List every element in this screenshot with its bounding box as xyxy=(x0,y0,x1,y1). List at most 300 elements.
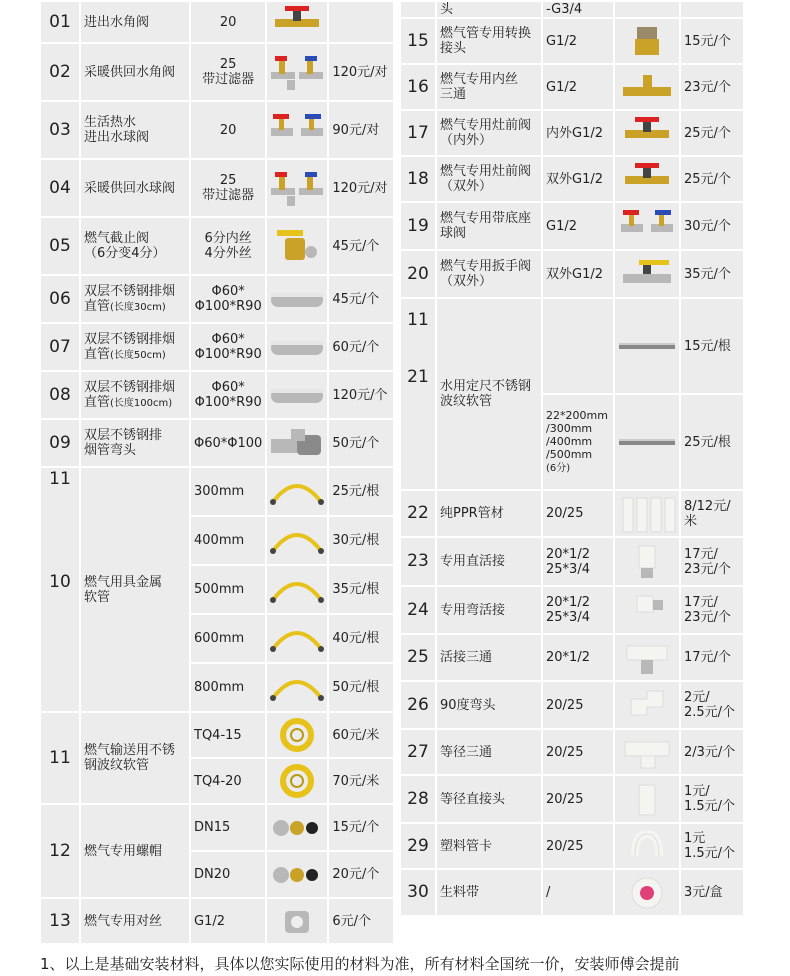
item-price xyxy=(329,852,393,897)
item-spec xyxy=(191,276,265,322)
item-spec xyxy=(191,713,265,757)
item-name-text: 采暖供回水球阀 xyxy=(84,180,176,196)
item-name-text: 燃气专用灶前阀 （内外） xyxy=(440,118,532,148)
item-price xyxy=(681,19,743,63)
item-price xyxy=(329,44,393,100)
item-spec xyxy=(543,587,613,633)
table-row xyxy=(41,805,393,850)
item-name xyxy=(437,682,541,728)
table-row xyxy=(401,491,743,536)
item-number xyxy=(401,65,435,109)
item-spec xyxy=(191,324,265,370)
item-number xyxy=(41,218,79,274)
item-number xyxy=(41,899,79,943)
size-note: (长度30cm) xyxy=(110,301,166,313)
item-image xyxy=(615,157,679,201)
item-spec-text: 25 带过滤器 xyxy=(202,57,255,87)
item-image xyxy=(615,2,679,17)
item-price xyxy=(681,111,743,155)
item-number-top: 11 xyxy=(407,310,429,330)
item-name-text: 水用定尺不锈钢 波纹软管 xyxy=(440,379,532,409)
item-image xyxy=(615,65,679,109)
item-spec-text: 6分内丝 4分外丝 xyxy=(204,231,252,261)
item-spec-text: G1/2 xyxy=(546,33,577,49)
item-name xyxy=(437,299,541,489)
item-price-text: 50元/根 xyxy=(332,680,380,695)
item-spec-text: 500mm xyxy=(194,582,245,597)
item-name-text: 专用直活接 xyxy=(440,554,506,569)
item-number xyxy=(41,324,79,370)
valve-icon xyxy=(615,113,679,153)
table-row xyxy=(401,157,743,201)
item-price-text: 15元/个 xyxy=(332,820,380,835)
item-spec-text: DN20 xyxy=(194,867,231,882)
item-price-text: 70元/米 xyxy=(332,773,380,789)
table-row xyxy=(401,635,743,680)
item-number-text: 25 xyxy=(407,647,429,667)
item-price xyxy=(681,538,743,585)
item-spec xyxy=(191,468,265,515)
item-spec xyxy=(543,2,613,17)
item-number-text: 28 xyxy=(407,788,429,809)
item-price xyxy=(329,420,393,466)
item-spec-text: 22*200mm /300mm /400mm /500mm xyxy=(546,409,608,461)
item-price-text: 20元/个 xyxy=(332,867,380,882)
item-image xyxy=(615,776,679,822)
item-spec xyxy=(543,65,613,109)
item-number-text: 12 xyxy=(49,840,71,861)
item-image xyxy=(615,203,679,249)
item-number xyxy=(401,587,435,633)
item-number-text: 16 xyxy=(407,76,429,97)
item-spec-text: 25 带过滤器 xyxy=(202,173,255,203)
item-image xyxy=(267,324,327,370)
item-spec xyxy=(543,776,613,822)
item-spec-empty xyxy=(543,299,613,393)
elbow-union-icon xyxy=(615,590,679,630)
item-name xyxy=(437,111,541,155)
item-price xyxy=(681,491,743,536)
item-spec-text: TQ4-15 xyxy=(194,727,242,743)
hose-y xyxy=(267,472,327,512)
item-name xyxy=(437,251,541,297)
item-number xyxy=(401,491,435,536)
item-number xyxy=(41,468,79,711)
footer-note: 1、以上是基础安装材料，具体以您实际使用的材料为准，所有材料全国统一价，安装师傅会提前 xyxy=(40,955,680,973)
item-name xyxy=(81,468,189,711)
item-price xyxy=(681,587,743,633)
item-price xyxy=(329,517,393,564)
item-name xyxy=(437,538,541,585)
item-image xyxy=(267,615,327,662)
item-price-text: 15元/个 xyxy=(684,33,731,49)
valve-icon xyxy=(615,159,679,199)
item-spec xyxy=(191,2,265,42)
item-price xyxy=(681,730,743,774)
item-number-text: 11 xyxy=(49,747,71,768)
coil-icon xyxy=(267,715,327,755)
item-spec xyxy=(543,824,613,868)
table-row xyxy=(41,324,393,370)
item-price xyxy=(681,682,743,728)
item-name-text: 塑料管卡 xyxy=(440,838,493,854)
item-name xyxy=(437,824,541,868)
item-image xyxy=(267,566,327,613)
item-name-text: 双层不锈钢排烟 直管 xyxy=(84,379,176,410)
item-number xyxy=(401,682,435,728)
item-price-text: 120元/个 xyxy=(332,387,388,403)
item-price xyxy=(681,776,743,822)
item-spec-text: 600mm xyxy=(194,631,245,646)
item-name-text: 头 xyxy=(440,2,454,17)
item-price xyxy=(681,395,743,489)
item-number xyxy=(41,276,79,322)
item-number-text: 04 xyxy=(49,177,71,198)
item-spec xyxy=(191,805,265,850)
size-note: (长度50cm) xyxy=(110,349,166,361)
item-number-text: 06 xyxy=(49,288,71,309)
item-price-text: 30元/根 xyxy=(332,533,380,548)
item-price xyxy=(681,65,743,109)
item-price-text: 25元/根 xyxy=(684,434,731,450)
item-name xyxy=(81,276,189,322)
item-image xyxy=(267,44,327,100)
item-name-text: 生活热水 进出水球阀 xyxy=(84,115,150,145)
item-spec xyxy=(191,615,265,662)
item-image xyxy=(267,899,327,943)
item-spec-text: / xyxy=(546,885,551,900)
item-number xyxy=(401,824,435,868)
corr-hose-icon xyxy=(615,326,679,366)
item-number-text: 13 xyxy=(49,910,71,931)
table-row xyxy=(401,730,743,774)
item-name xyxy=(81,324,189,370)
item-number-text: 18 xyxy=(407,168,429,189)
item-price-text: 45元/个 xyxy=(332,291,380,307)
item-spec-text: 400mm xyxy=(194,533,245,548)
item-spec-text: Φ60* Φ100*R90 xyxy=(194,284,262,314)
item-price xyxy=(329,664,393,711)
item-spec xyxy=(543,538,613,585)
item-number-main: 10 xyxy=(49,572,71,592)
item-spec-text: Φ60* Φ100*R90 xyxy=(194,380,262,410)
item-name-text: 纯PPR管材 xyxy=(440,506,504,521)
item-number-text: 08 xyxy=(49,384,71,405)
item-image xyxy=(615,682,679,728)
item-spec xyxy=(191,160,265,216)
item-number-top: 11 xyxy=(49,469,71,489)
item-price xyxy=(329,713,393,757)
table-row xyxy=(401,587,743,633)
item-name xyxy=(437,870,541,915)
item-spec xyxy=(191,759,265,803)
item-price xyxy=(329,218,393,274)
item-name-text: 燃气截止阀 （6分变4分） xyxy=(84,231,166,261)
item-image xyxy=(267,160,327,216)
item-number xyxy=(41,160,79,216)
item-name-text: 生料带 xyxy=(440,885,480,900)
item-name-text: 90度弯头 xyxy=(440,697,496,713)
item-spec-text: 20*1/2 25*3/4 xyxy=(546,595,590,625)
item-price-text: 3元/盒 xyxy=(684,885,723,900)
item-number-text: 20 xyxy=(407,263,429,284)
item-price xyxy=(329,2,393,42)
nut-icon xyxy=(267,855,327,895)
item-name-text: 燃气专用内丝 三通 xyxy=(440,72,519,102)
item-spec xyxy=(543,635,613,680)
item-spec-text: 双外G1/2 xyxy=(546,171,603,187)
item-price xyxy=(681,870,743,915)
item-spec xyxy=(191,372,265,418)
item-number xyxy=(401,870,435,915)
item-price xyxy=(681,251,743,297)
item-name-text: 专用弯活接 xyxy=(440,602,506,618)
item-spec xyxy=(191,420,265,466)
item-name xyxy=(81,713,189,803)
item-price-text: 30元/个 xyxy=(684,218,731,234)
hose-y xyxy=(267,521,327,561)
item-price xyxy=(329,566,393,613)
wrench-valve-icon xyxy=(615,254,679,294)
item-price-text: 25元/个 xyxy=(684,171,731,187)
item-price xyxy=(329,468,393,515)
item-name xyxy=(437,2,541,17)
item-name-text: 燃气专用螺帽 xyxy=(84,843,163,859)
item-image xyxy=(267,517,327,564)
table-row xyxy=(41,899,393,943)
item-image xyxy=(267,852,327,897)
item-number-text: 03 xyxy=(49,119,71,140)
item-spec-text: 20/25 xyxy=(546,506,584,521)
item-image xyxy=(267,372,327,418)
item-name-text: 燃气专用灶前阀 （双外） xyxy=(440,164,532,194)
item-image xyxy=(615,824,679,868)
item-name xyxy=(437,491,541,536)
ptfe-tape-icon xyxy=(615,873,679,913)
elbow-icon xyxy=(615,685,679,725)
item-number xyxy=(401,299,435,489)
item-spec-text: 20 xyxy=(219,122,237,138)
item-name-text: 燃气输送用不锈 钢波纹软管 xyxy=(84,743,176,773)
item-spec xyxy=(191,517,265,564)
item-number xyxy=(401,635,435,680)
item-number-text: 09 xyxy=(49,432,71,453)
item-spec-text: 内外G1/2 xyxy=(546,125,603,141)
item-price-text: 120元/对 xyxy=(332,64,388,80)
item-number xyxy=(41,44,79,100)
hose-y xyxy=(267,619,327,659)
pipe-icon xyxy=(267,279,327,319)
table-row xyxy=(41,276,393,322)
table-row xyxy=(41,468,393,515)
item-price-text: 17元/个 xyxy=(684,650,731,665)
table-row xyxy=(401,203,743,249)
item-price xyxy=(681,299,743,393)
item-number-text: 15 xyxy=(407,30,429,51)
item-number xyxy=(41,102,79,158)
fitting-icon xyxy=(615,21,679,61)
item-number-text: 07 xyxy=(49,336,71,357)
item-spec-text: 20/25 xyxy=(546,697,584,713)
item-spec-text: Φ60*Φ100 xyxy=(194,435,263,451)
item-number xyxy=(401,157,435,201)
right-price-table xyxy=(399,0,745,917)
item-spec-text: 20 xyxy=(219,14,237,30)
item-price xyxy=(329,805,393,850)
item-name xyxy=(81,218,189,274)
valve-pair-icon xyxy=(267,52,327,92)
table-row xyxy=(41,372,393,418)
size-note: (6分) xyxy=(546,463,571,474)
item-name xyxy=(81,102,189,158)
item-name-text: 活接三通 xyxy=(440,650,493,665)
item-spec xyxy=(191,852,265,897)
item-image xyxy=(615,395,679,489)
item-image xyxy=(615,299,679,393)
item-spec xyxy=(543,111,613,155)
item-name-text: 燃气管专用转换 接头 xyxy=(440,26,532,56)
item-name xyxy=(81,2,189,42)
item-price-text: 45元/个 xyxy=(332,238,380,254)
item-image xyxy=(615,19,679,63)
table-row xyxy=(401,251,743,297)
table-row xyxy=(401,682,743,728)
item-number-text: 30 xyxy=(407,882,429,902)
pipe-icon xyxy=(267,375,327,415)
item-spec xyxy=(543,395,613,489)
corr-hose-icon xyxy=(615,422,679,462)
item-name xyxy=(81,44,189,100)
item-spec-text: 300mm xyxy=(194,484,245,499)
item-name xyxy=(437,635,541,680)
item-name-text: 双层不锈钢排烟 直管 xyxy=(84,331,176,362)
item-price xyxy=(329,324,393,370)
item-image xyxy=(267,713,327,757)
ball-valve-icon xyxy=(615,206,679,246)
item-price-text: 90元/对 xyxy=(332,122,380,138)
item-number xyxy=(41,372,79,418)
item-name xyxy=(81,899,189,943)
item-number xyxy=(41,420,79,466)
item-image xyxy=(267,2,327,42)
item-price xyxy=(681,635,743,680)
item-number xyxy=(401,2,435,17)
item-spec-text: 20*1/2 xyxy=(546,650,590,665)
item-number xyxy=(401,776,435,822)
item-spec-text: 20/25 xyxy=(546,791,584,807)
item-name xyxy=(437,776,541,822)
item-price-text: 2元/ 2.5元/个 xyxy=(684,690,736,720)
item-number xyxy=(401,730,435,774)
item-spec xyxy=(191,218,265,274)
item-name-text: 燃气用具金属 软管 xyxy=(84,574,163,605)
item-price xyxy=(329,276,393,322)
item-spec-text: Φ60* Φ100*R90 xyxy=(194,332,262,362)
item-number-text: 05 xyxy=(49,235,71,256)
table-row xyxy=(401,65,743,109)
item-spec-text: 20/25 xyxy=(546,838,584,854)
table-row xyxy=(41,102,393,158)
item-number-main: 21 xyxy=(407,367,429,387)
item-number xyxy=(401,203,435,249)
elbow-pipe-icon xyxy=(267,423,327,463)
item-number-text: 26 xyxy=(407,694,429,715)
item-price-text: 35元/个 xyxy=(684,266,731,282)
union-icon xyxy=(615,542,679,582)
item-spec xyxy=(543,19,613,63)
table-row xyxy=(41,218,393,274)
item-price-text: 60元/个 xyxy=(332,339,380,355)
table-row xyxy=(401,776,743,822)
item-name xyxy=(81,420,189,466)
table-row xyxy=(41,44,393,100)
item-price xyxy=(681,157,743,201)
size-note: (长度100cm) xyxy=(110,397,173,409)
item-spec xyxy=(543,682,613,728)
item-number xyxy=(41,713,79,803)
item-image xyxy=(267,664,327,711)
table-row xyxy=(401,299,743,393)
item-price-text: 23元/个 xyxy=(684,79,731,95)
item-spec xyxy=(543,157,613,201)
item-name xyxy=(437,65,541,109)
item-price-text: 120元/对 xyxy=(332,180,388,196)
item-image xyxy=(267,805,327,850)
hose-y xyxy=(267,668,327,708)
item-spec xyxy=(191,44,265,100)
item-name xyxy=(437,157,541,201)
item-spec xyxy=(191,899,265,943)
item-name xyxy=(81,805,189,897)
item-image xyxy=(267,218,327,274)
ppr-pipe-icon xyxy=(615,494,679,534)
item-spec-text: G1/2 xyxy=(546,79,577,95)
item-spec xyxy=(543,491,613,536)
item-image xyxy=(615,251,679,297)
table-row xyxy=(401,870,743,915)
item-name xyxy=(437,19,541,63)
table-row xyxy=(41,713,393,757)
item-image xyxy=(267,276,327,322)
item-image xyxy=(615,538,679,585)
item-number-text: 29 xyxy=(407,835,429,856)
table-row xyxy=(401,824,743,868)
item-image xyxy=(615,870,679,915)
item-price-text: 1元/ 1.5元/个 xyxy=(684,784,736,814)
item-price-text: 1元 1.5元/个 xyxy=(684,831,736,861)
item-number-text: 22 xyxy=(407,503,429,523)
tee-icon xyxy=(615,67,679,107)
item-name-text: 燃气专用带底座 球阀 xyxy=(440,211,532,241)
item-price xyxy=(329,372,393,418)
item-price xyxy=(681,2,743,17)
item-price-text: 50元/个 xyxy=(332,435,380,451)
item-spec xyxy=(543,251,613,297)
item-price xyxy=(681,203,743,249)
valve-icon xyxy=(267,2,327,42)
item-spec-text: TQ4-20 xyxy=(194,773,242,789)
item-image xyxy=(267,759,327,803)
nut-icon xyxy=(267,808,327,848)
wire-icon xyxy=(267,901,327,941)
item-image xyxy=(615,491,679,536)
item-price-text: 25元/个 xyxy=(684,125,731,141)
item-number xyxy=(401,111,435,155)
item-image xyxy=(267,420,327,466)
hose-y xyxy=(267,570,327,610)
item-number-text: 17 xyxy=(407,122,429,143)
item-number-text: 27 xyxy=(407,741,429,762)
